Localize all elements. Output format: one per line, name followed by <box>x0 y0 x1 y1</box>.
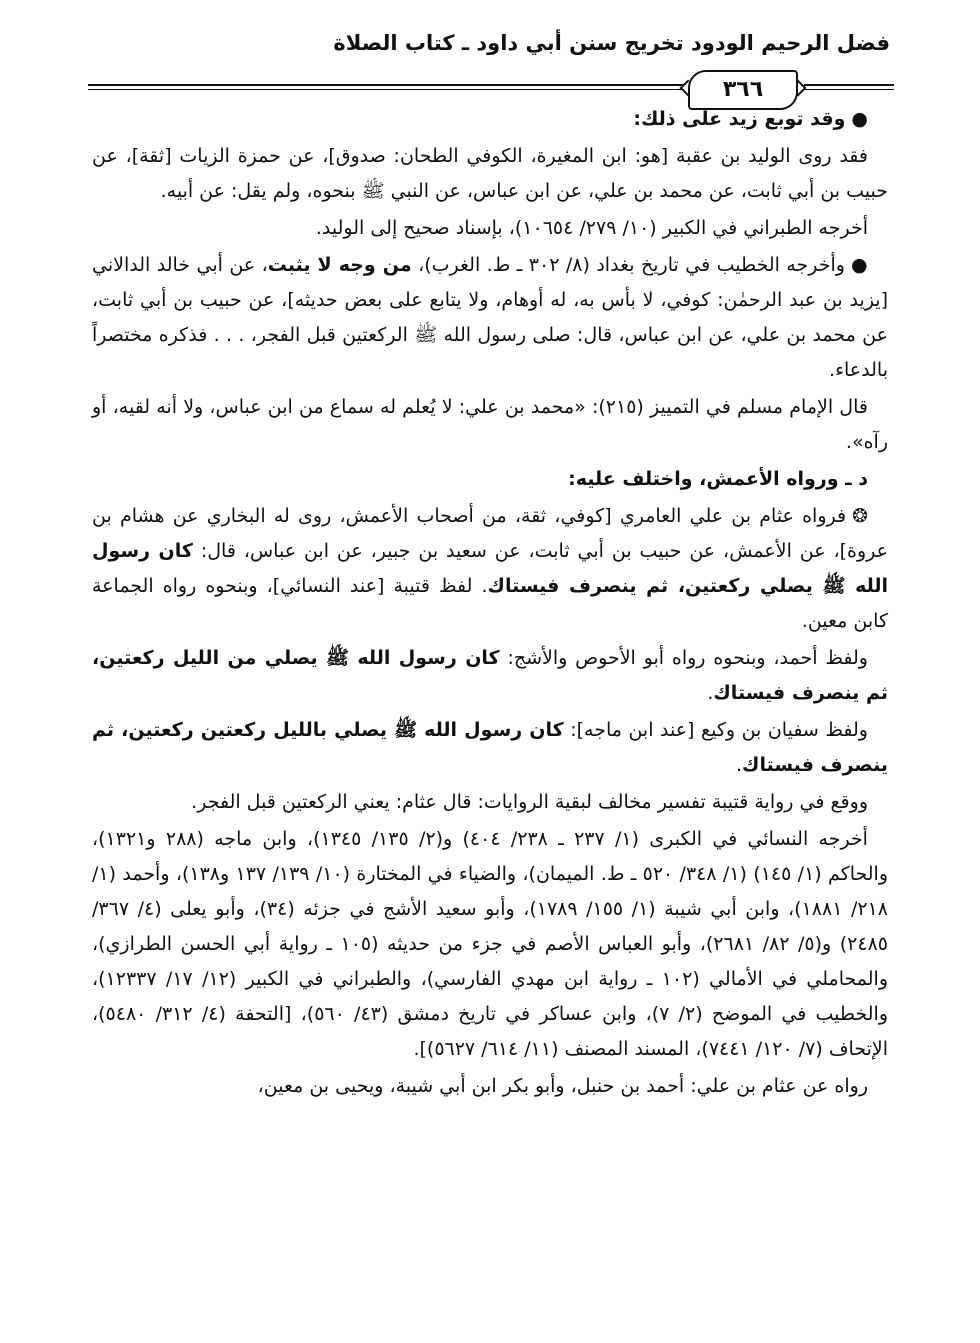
bold-text: من وجه لا يثبت <box>267 254 412 276</box>
paragraph-text: . لفظ قتيبة [عند النسائي]، وبنحوه رواه الجماعة كابن معين. <box>92 575 888 632</box>
paragraph-text: ولفظ أحمد، وبنحوه رواه أبو الأحوص والأشج: <box>499 647 868 669</box>
paragraph-text: . <box>736 754 743 776</box>
body-paragraph <box>92 139 888 209</box>
body-paragraph <box>92 462 888 497</box>
body-paragraph <box>92 1069 888 1104</box>
paragraph-text: . <box>707 682 714 704</box>
bold-text: كان رسول الله ﷺ يصلي بالليل ركعتين ركعتين، ثم ينصرف فيستاك <box>92 719 888 776</box>
header-rule <box>804 84 894 86</box>
header-rule <box>88 89 684 90</box>
body-paragraph <box>92 785 888 820</box>
paragraph-text: ، عن أبي خالد الدالاني [يزيد بن عبد الرحمٰن: كوفي، لا بأس به، له أوهام، ولا يتابع على بعض حديثه]، عن حبيب بن أبي ثابت، عن محمد بن علي، عن ابن عباس، قال: صلى رسول الله ﷺ الركعتين قبل الفجر، . . . فذكره مختصراً بالدعاء. <box>92 254 888 381</box>
body-paragraph <box>92 248 888 388</box>
header-rule <box>804 89 894 90</box>
page-body <box>92 102 888 1106</box>
paragraph-text: قال الإمام مسلم في التمييز (٢١٥): «محمد بن علي: لا يُعلم له سماع من ابن عباس، ولا أنه لقيه، أو رآه». <box>92 396 888 453</box>
running-title: فضل الرحيم الودود تخريج سنن أبي داود ـ كتاب الصلاة <box>333 31 890 55</box>
bullet-icon: ● <box>851 108 868 130</box>
body-paragraph <box>92 713 888 783</box>
bold-text: وقد توبع زيد على ذلك: <box>633 108 846 130</box>
header-rule <box>88 84 684 86</box>
body-paragraph <box>92 102 888 137</box>
bold-text: كان رسول الله ﷺ يصلي ركعتين، ثم ينصرف فيستاك <box>92 540 888 597</box>
paragraph-text: فرواه عثام بن علي العامري [كوفي، ثقة، من أصحاب الأعمش، روى له البخاري عن هشام بن عروة]، عن الأعمش، عن حبيب بن أبي ثابت، عن سعيد بن جبير، عن ابن عباس، قال: <box>92 505 888 562</box>
paragraph-text: فقد روى الوليد بن عقبة [هو: ابن المغيرة، الكوفي الطحان: صدوق]، عن حمزة الزيات [ثقة]، عن حبيب بن أبي ثابت، عن محمد بن علي، عن ابن عباس، عن النبي ﷺ بنحوه، ولم يقل: عن أبيه. <box>92 145 888 202</box>
body-paragraph <box>92 499 888 639</box>
page-number: ٣٦٦ <box>688 70 798 110</box>
bullet-icon: ● <box>850 254 868 276</box>
bold-text: د ـ ورواه الأعمش، واختلف عليه: <box>568 468 868 490</box>
paragraph-text: ولفظ سفيان بن وكيع [عند ابن ماجه]: <box>563 719 868 741</box>
body-paragraph <box>92 211 888 246</box>
paragraph-text: أخرجه الطبراني في الكبير (١٠/ ٢٧٩/ ١٠٦٥٤)، بإسناد صحيح إلى الوليد. <box>315 217 868 239</box>
body-paragraph <box>92 641 888 711</box>
running-header <box>88 28 894 102</box>
paragraph-text: وأخرجه الخطيب في تاريخ بغداد (٨/ ٣٠٢ ـ ط. الغرب)، <box>411 254 845 276</box>
body-paragraph <box>92 390 888 460</box>
bullet-icon: ❂ <box>852 505 868 527</box>
paragraph-text: رواه عن عثام بن علي: أحمد بن حنبل، وأبو بكر ابن أبي شيبة، ويحيى بن معين، <box>257 1075 868 1097</box>
body-paragraph <box>92 822 888 1067</box>
bold-text: كان رسول الله ﷺ يصلي من الليل ركعتين، ثم ينصرف فيستاك <box>92 647 888 704</box>
paragraph-text: ووقع في رواية قتيبة تفسير مخالف لبقية الروايات: قال عثام: يعني الركعتين قبل الفجر. <box>191 791 868 813</box>
paragraph-text: أخرجه النسائي في الكبرى (١/ ٢٣٧ ـ ٢٣٨/ ٤٠٤) و(٢/ ١٣٥/ ١٣٤٥)، وابن ماجه (٢٨٨ و١٣٢١)، والحاكم (١/ ١٤٥) (١/ ٣٤٨/ ٥٢٠ ـ ط. الميمان)، والضياء في المختارة (١٠/ ١٣٩/ ١٣٧ و١٣٨)، وأحمد (١/ ٢١٨/ ١٨٨١)، وابن أبي شيبة (١/ ١٥٥/ ١٧٨٩)، وأبو سعيد الأشج في جزئه (٣٤)، وأبو يعلى (٤/ ٣٦٧/ ٢٤٨٥) و(٥/ ٨٢/ ٢٦٨١)، وأبو العباس الأصم في جزء من حديثه (١٠٥ ـ رواية أبي الحسن الطرازي)، والمحاملي في الأمالي (١٠٢ ـ رواية ابن مهدي الفارسي)، والطبراني في الكبير (١٢/ ١٧/ ١٢٣٣٧)، والخطيب في الموضح (٢/ ٧)، وابن عساكر في تاريخ دمشق (٤٣/ ٥٦٠)، [التحفة (٤/ ٣١٢/ ٥٤٨٠)، الإتحاف (٧/ ١٢٠/ ٧٤٤١)، المسند المصنف (١١/ ٦١٤/ ٥٦٢٧)]. <box>92 828 889 1060</box>
